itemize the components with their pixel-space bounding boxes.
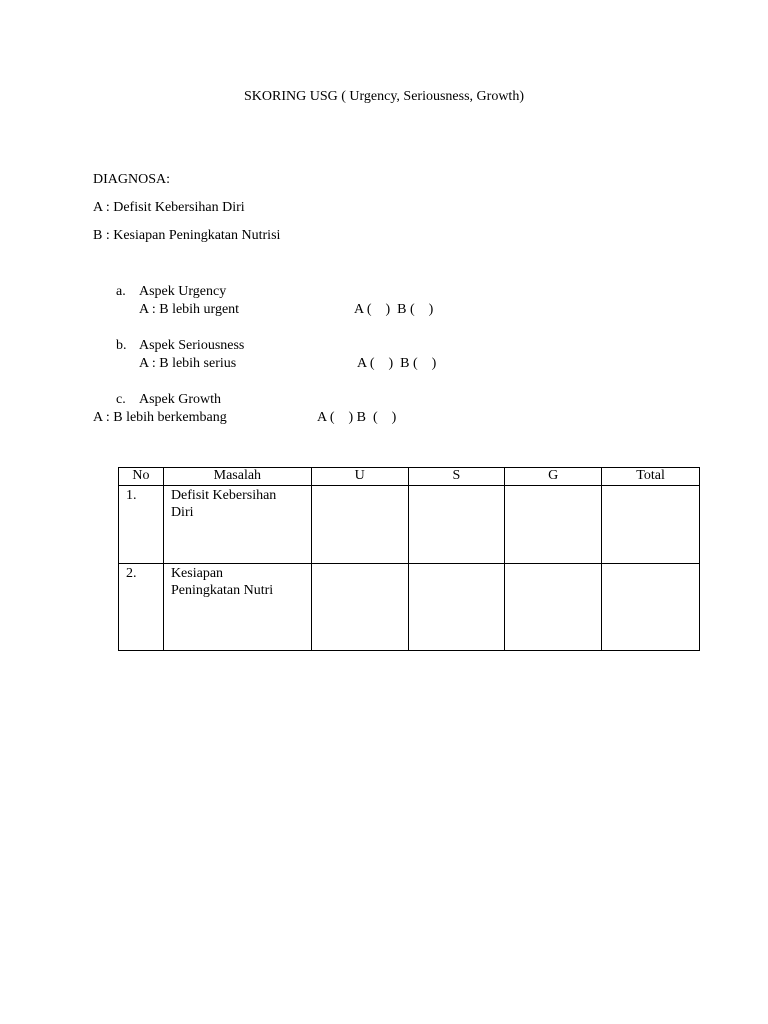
table-row xyxy=(119,486,700,564)
aspect-marker-b: b. xyxy=(116,338,127,353)
aspect-choice-seriousness: A ( ) B ( ) xyxy=(357,356,437,371)
aspect-marker-c: c. xyxy=(116,392,126,407)
usg-score-table xyxy=(118,467,700,651)
aspect-choice-urgency: A ( ) B ( ) xyxy=(354,302,434,317)
header-s: S xyxy=(408,468,505,486)
cell-u xyxy=(311,486,408,564)
aspect-line-growth: A : B lebih berkembang xyxy=(93,410,227,425)
masalah-line: Defisit Kebersihan xyxy=(170,488,277,503)
cell-s xyxy=(408,564,505,651)
cell-u xyxy=(311,564,408,651)
row-masalah xyxy=(163,486,311,564)
diagnosa-heading: DIAGNOSA: xyxy=(93,172,170,187)
aspect-line-urgency: A : B lebih urgent xyxy=(139,302,240,317)
cell-total xyxy=(602,564,700,651)
cell-s xyxy=(408,486,505,564)
row-number: 2. xyxy=(119,564,164,651)
header-u: U xyxy=(311,468,408,486)
diagnosa-b: B : Kesiapan Peningkatan Nutrisi xyxy=(93,228,281,243)
row-masalah xyxy=(163,564,311,651)
header-masalah: Masalah xyxy=(163,468,311,486)
aspect-choice-growth: A ( ) B ( ) xyxy=(317,410,397,425)
document-title: SKORING USG ( Urgency, Seriousness, Growth) xyxy=(244,89,524,104)
table-header-row xyxy=(119,468,700,486)
aspect-line-seriousness: A : B lebih serius xyxy=(139,356,237,371)
aspect-marker-a: a. xyxy=(116,284,126,299)
cell-total xyxy=(602,486,700,564)
row-number: 1. xyxy=(119,486,164,564)
cell-g xyxy=(505,486,602,564)
cell-g xyxy=(505,564,602,651)
aspect-title-seriousness: Aspek Seriousness xyxy=(139,338,245,353)
header-g: G xyxy=(505,468,602,486)
masalah-line: Kesiapan xyxy=(170,566,224,581)
aspect-title-growth: Aspek Growth xyxy=(139,392,222,407)
aspect-title-urgency: Aspek Urgency xyxy=(139,284,227,299)
header-total: Total xyxy=(602,468,700,486)
header-no: No xyxy=(119,468,164,486)
diagnosa-a: A : Defisit Kebersihan Diri xyxy=(93,200,245,215)
masalah-line: Peningkatan Nutri xyxy=(170,583,274,598)
table-row xyxy=(119,564,700,651)
masalah-line: Diri xyxy=(170,505,194,520)
